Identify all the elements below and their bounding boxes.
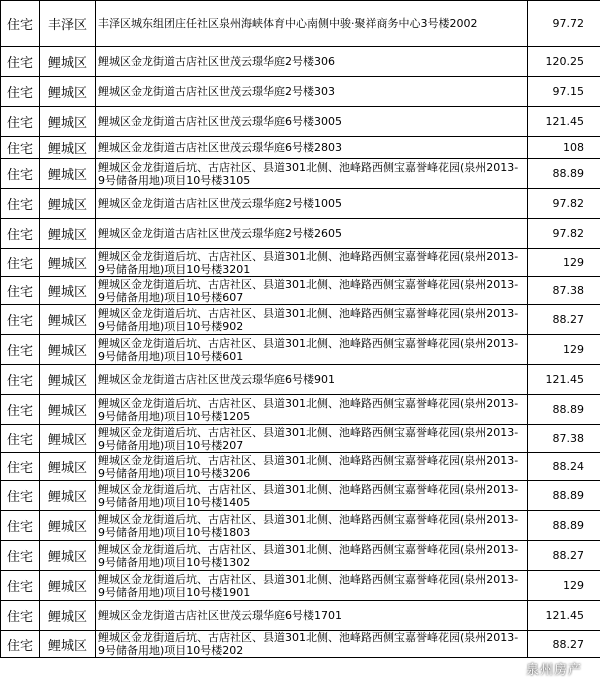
- cell-district: 鲤城区: [40, 137, 96, 159]
- cell-address: 鲤城区金龙街道后坑、古店社区、县道301北侧、池峰路西侧宝嘉誉峰花园(泉州2013-9号储备用地)项目10号楼3206: [96, 453, 528, 481]
- table-row: [1, 305, 600, 335]
- cell-district: 鲤城区: [40, 159, 96, 189]
- cell-address: 鲤城区金龙街道后坑、古店社区、县道301北侧、池峰路西侧宝嘉誉峰花园(泉州2013-9号储备用地)项目10号楼1901: [96, 571, 528, 601]
- cell-district: 鲤城区: [40, 335, 96, 365]
- cell-property-type: 住宅: [1, 571, 40, 601]
- cell-property-type: 住宅: [1, 137, 40, 159]
- cell-address: 鲤城区金龙街道古店社区世茂云璟华庭6号楼901: [96, 365, 528, 395]
- cell-address: 鲤城区金龙街道后坑、古店社区、县道301北侧、池峰路西侧宝嘉誉峰花园(泉州2013-9号储备用地)项目10号楼1803: [96, 511, 528, 541]
- table-row: [1, 425, 600, 453]
- cell-property-type: 住宅: [1, 107, 40, 137]
- cell-district: 鲤城区: [40, 249, 96, 277]
- cell-district: 丰泽区: [40, 1, 96, 47]
- cell-address: 鲤城区金龙街道后坑、古店社区、县道301北侧、池峰路西侧宝嘉誉峰花园(泉州2013-9号储备用地)项目10号楼1302: [96, 541, 528, 571]
- cell-address: 鲤城区金龙街道后坑、古店社区、县道301北侧、池峰路西侧宝嘉誉峰花园(泉州2013-9号储备用地)项目10号楼3201: [96, 249, 528, 277]
- table-row: [1, 189, 600, 219]
- table-row: [1, 453, 600, 481]
- cell-address: 鲤城区金龙街道后坑、古店社区、县道301北侧、池峰路西侧宝嘉誉峰花园(泉州2013-9号储备用地)项目10号楼902: [96, 305, 528, 335]
- table-body: [1, 1, 600, 658]
- cell-district: 鲤城区: [40, 425, 96, 453]
- cell-address: 鲤城区金龙街道后坑、古店社区、县道301北侧、池峰路西侧宝嘉誉峰花园(泉州2013-9号储备用地)项目10号楼601: [96, 335, 528, 365]
- cell-area: 97.82: [528, 189, 600, 219]
- cell-area: 129: [528, 571, 600, 601]
- cell-district: 鲤城区: [40, 631, 96, 658]
- table-row: [1, 335, 600, 365]
- cell-property-type: 住宅: [1, 425, 40, 453]
- table-row: [1, 541, 600, 571]
- table-row: [1, 601, 600, 631]
- cell-property-type: 住宅: [1, 541, 40, 571]
- table-row: [1, 481, 600, 511]
- cell-area: 129: [528, 335, 600, 365]
- cell-address: 丰泽区城东组团庄任社区泉州海峡体育中心南侧中骏·聚祥商务中心3号楼2002: [96, 1, 528, 47]
- table-row: [1, 365, 600, 395]
- cell-property-type: 住宅: [1, 249, 40, 277]
- cell-area: 87.38: [528, 425, 600, 453]
- cell-district: 鲤城区: [40, 601, 96, 631]
- cell-district: 鲤城区: [40, 305, 96, 335]
- cell-area: 87.38: [528, 277, 600, 305]
- cell-address: 鲤城区金龙街道古店社区世茂云璟华庭2号楼2605: [96, 219, 528, 249]
- table-row: [1, 395, 600, 425]
- cell-address: 鲤城区金龙街道古店社区世茂云璟华庭6号楼1701: [96, 601, 528, 631]
- cell-address: 鲤城区金龙街道古店社区世茂云璟华庭2号楼306: [96, 47, 528, 77]
- cell-area: 97.72: [528, 1, 600, 47]
- cell-area: 121.45: [528, 601, 600, 631]
- table-row: [1, 1, 600, 47]
- cell-property-type: 住宅: [1, 189, 40, 219]
- cell-area: 97.15: [528, 77, 600, 107]
- cell-property-type: 住宅: [1, 159, 40, 189]
- cell-area: 88.27: [528, 541, 600, 571]
- cell-district: 鲤城区: [40, 277, 96, 305]
- cell-address: 鲤城区金龙街道后坑、古店社区、县道301北侧、池峰路西侧宝嘉誉峰花园(泉州2013-9号储备用地)项目10号楼3105: [96, 159, 528, 189]
- cell-address: 鲤城区金龙街道古店社区世茂云璟华庭6号楼3005: [96, 107, 528, 137]
- cell-address: 鲤城区金龙街道古店社区世茂云璟华庭6号楼2803: [96, 137, 528, 159]
- table-row: [1, 107, 600, 137]
- cell-area: 108: [528, 137, 600, 159]
- table-row: [1, 159, 600, 189]
- table-row: [1, 511, 600, 541]
- cell-district: 鲤城区: [40, 453, 96, 481]
- table-row: [1, 631, 600, 658]
- cell-area: 97.82: [528, 219, 600, 249]
- cell-address: 鲤城区金龙街道后坑、古店社区、县道301北侧、池峰路西侧宝嘉誉峰花园(泉州2013-9号储备用地)项目10号楼1405: [96, 481, 528, 511]
- cell-property-type: 住宅: [1, 305, 40, 335]
- cell-address: 鲤城区金龙街道后坑、古店社区、县道301北侧、池峰路西侧宝嘉誉峰花园(泉州2013-9号储备用地)项目10号楼607: [96, 277, 528, 305]
- cell-district: 鲤城区: [40, 395, 96, 425]
- table-row: [1, 47, 600, 77]
- cell-district: 鲤城区: [40, 77, 96, 107]
- cell-property-type: 住宅: [1, 277, 40, 305]
- cell-address: 鲤城区金龙街道后坑、古店社区、县道301北侧、池峰路西侧宝嘉誉峰花园(泉州2013-9号储备用地)项目10号楼207: [96, 425, 528, 453]
- table-row: [1, 277, 600, 305]
- cell-area: 88.27: [528, 305, 600, 335]
- cell-property-type: 住宅: [1, 601, 40, 631]
- cell-property-type: 住宅: [1, 395, 40, 425]
- cell-district: 鲤城区: [40, 541, 96, 571]
- cell-district: 鲤城区: [40, 219, 96, 249]
- watermark: 泉州房产: [525, 663, 582, 678]
- cell-property-type: 住宅: [1, 47, 40, 77]
- cell-property-type: 住宅: [1, 453, 40, 481]
- cell-district: 鲤城区: [40, 189, 96, 219]
- cell-address: 鲤城区金龙街道后坑、古店社区、县道301北侧、池峰路西侧宝嘉誉峰花园(泉州2013-9号储备用地)项目10号楼1205: [96, 395, 528, 425]
- cell-area: 121.45: [528, 365, 600, 395]
- cell-district: 鲤城区: [40, 511, 96, 541]
- cell-property-type: 住宅: [1, 365, 40, 395]
- cell-area: 88.27: [528, 631, 600, 658]
- cell-property-type: 住宅: [1, 77, 40, 107]
- cell-property-type: 住宅: [1, 511, 40, 541]
- table-row: [1, 77, 600, 107]
- cell-area: 88.89: [528, 481, 600, 511]
- cell-property-type: 住宅: [1, 219, 40, 249]
- cell-property-type: 住宅: [1, 481, 40, 511]
- cell-area: 120.25: [528, 47, 600, 77]
- table-row: [1, 137, 600, 159]
- cell-area: 88.24: [528, 453, 600, 481]
- table-row: [1, 219, 600, 249]
- cell-address: 鲤城区金龙街道后坑、古店社区、县道301北侧、池峰路西侧宝嘉誉峰花园(泉州2013-9号储备用地)项目10号楼202: [96, 631, 528, 658]
- cell-address: 鲤城区金龙街道古店社区世茂云璟华庭2号楼303: [96, 77, 528, 107]
- cell-district: 鲤城区: [40, 481, 96, 511]
- cell-district: 鲤城区: [40, 365, 96, 395]
- cell-property-type: 住宅: [1, 1, 40, 47]
- table-row: [1, 249, 600, 277]
- cell-area: 121.45: [528, 107, 600, 137]
- cell-area: 88.89: [528, 159, 600, 189]
- cell-address: 鲤城区金龙街道古店社区世茂云璟华庭2号楼1005: [96, 189, 528, 219]
- cell-district: 鲤城区: [40, 571, 96, 601]
- cell-area: 88.89: [528, 511, 600, 541]
- cell-area: 88.89: [528, 395, 600, 425]
- cell-district: 鲤城区: [40, 47, 96, 77]
- table-row: [1, 571, 600, 601]
- cell-property-type: 住宅: [1, 631, 40, 658]
- cell-area: 129: [528, 249, 600, 277]
- cell-property-type: 住宅: [1, 335, 40, 365]
- cell-district: 鲤城区: [40, 107, 96, 137]
